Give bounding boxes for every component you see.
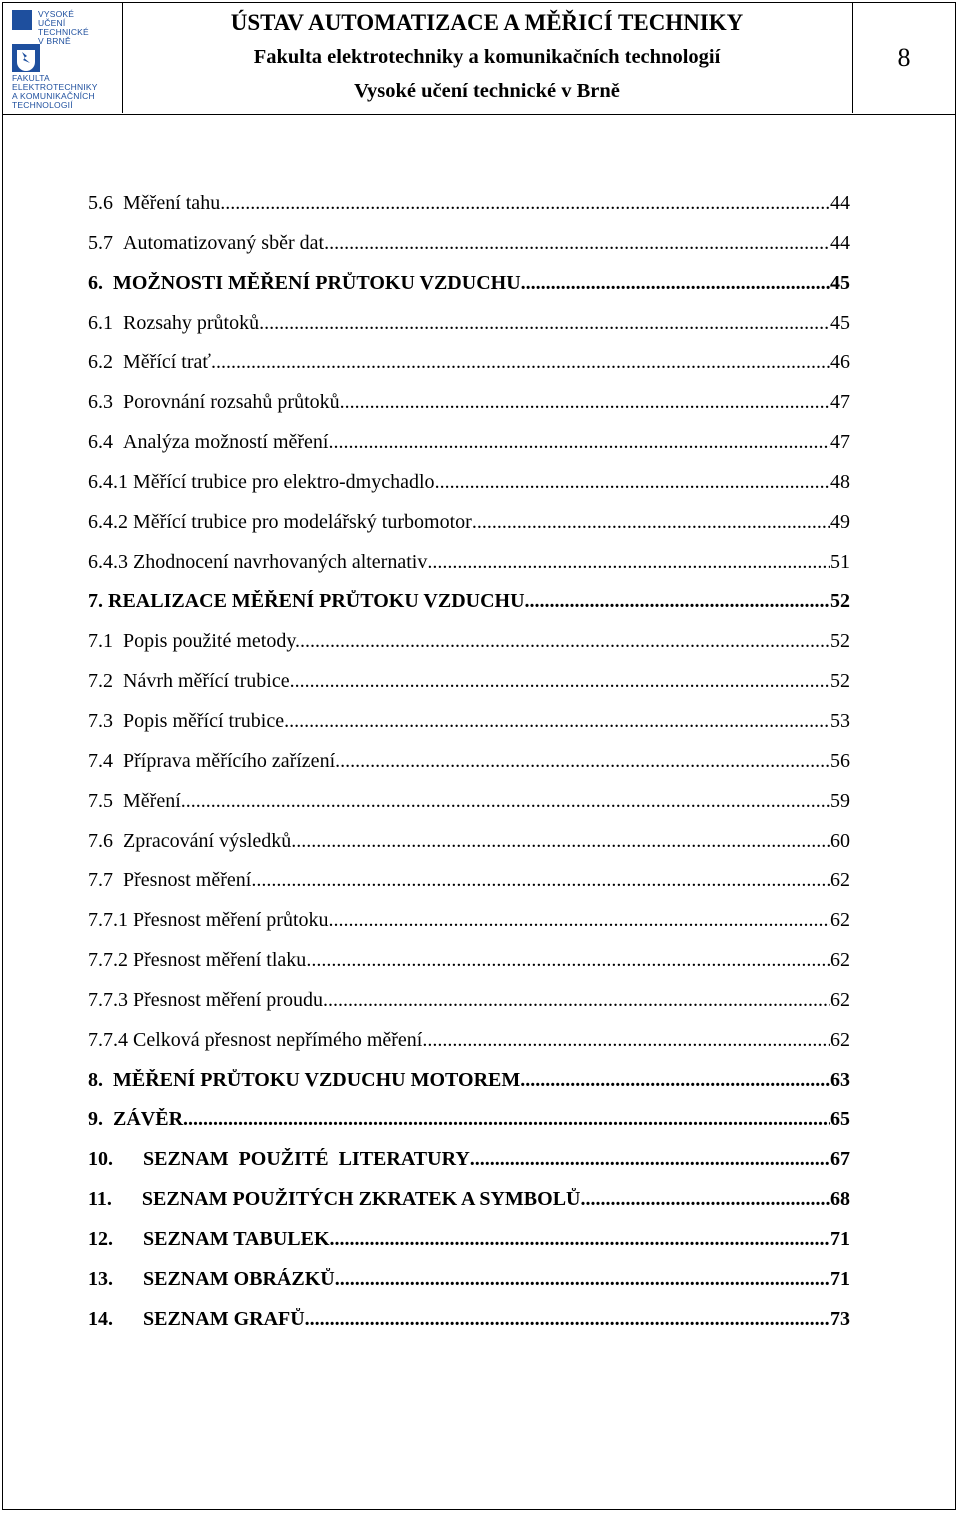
toc-entry[interactable] bbox=[88, 1188, 850, 1228]
toc-entry-number: 6.3 bbox=[88, 391, 113, 414]
toc-entry[interactable] bbox=[88, 1228, 850, 1268]
toc-entry-separator bbox=[113, 391, 123, 414]
toc-entry-leader bbox=[259, 312, 830, 335]
toc-entry-separator bbox=[103, 272, 113, 295]
toc-entry-page: 45 bbox=[830, 271, 850, 294]
toc-entry-title: Měření tahu bbox=[123, 192, 221, 214]
toc-entry-title: Měřící trať bbox=[123, 351, 211, 374]
toc-entry-number: 9. bbox=[88, 1108, 103, 1131]
toc-entry-separator bbox=[113, 830, 123, 853]
toc-entry-page: 48 bbox=[830, 470, 850, 493]
toc-entry-separator bbox=[113, 1148, 143, 1171]
toc-entry-title: Zhodnocení navrhovaných alternativ bbox=[133, 550, 428, 573]
toc-entry[interactable] bbox=[88, 351, 850, 391]
toc-entry[interactable] bbox=[88, 1148, 850, 1188]
toc-entry-separator bbox=[113, 1308, 143, 1331]
toc-entry[interactable] bbox=[88, 312, 850, 352]
toc-entry[interactable] bbox=[88, 192, 850, 232]
toc-entry-separator bbox=[103, 1108, 113, 1131]
faculty-logo bbox=[2, 2, 123, 113]
toc-entry-number: 7.4 bbox=[88, 749, 113, 772]
page-number: 8 bbox=[897, 42, 911, 72]
toc-entry-title: Celková přesnost nepřímého měření bbox=[133, 1028, 423, 1051]
toc-entry[interactable] bbox=[88, 232, 850, 272]
toc-entry-leader bbox=[329, 431, 831, 454]
toc-entry-leader bbox=[251, 869, 830, 892]
toc-entry[interactable] bbox=[88, 590, 850, 630]
toc-entry[interactable] bbox=[88, 949, 850, 989]
toc-entry-leader bbox=[335, 1268, 830, 1291]
toc-entry[interactable] bbox=[88, 989, 850, 1029]
toc-entry-number: 7.5 bbox=[88, 789, 113, 812]
toc-entry-separator bbox=[113, 192, 123, 215]
toc-entry-page: 47 bbox=[830, 431, 850, 454]
toc-entry-title: Příprava měřícího zařízení bbox=[123, 749, 336, 772]
toc-entry-leader bbox=[211, 351, 830, 374]
toc-entry-separator bbox=[113, 790, 123, 813]
toc-entry-number: 7.7.1 bbox=[88, 909, 128, 932]
toc-entry[interactable] bbox=[88, 1268, 850, 1308]
toc-entry-leader bbox=[525, 590, 830, 613]
toc-entry[interactable] bbox=[88, 750, 850, 790]
toc-entry[interactable] bbox=[88, 1308, 850, 1348]
toc-entry-separator bbox=[113, 750, 123, 773]
toc-entry-number: 6. bbox=[88, 271, 103, 294]
toc-entry-number: 7.7 bbox=[88, 869, 113, 892]
toc-entry-leader bbox=[284, 710, 830, 733]
university-name: Vysoké učení technické v Brně bbox=[354, 80, 620, 102]
toc-entry[interactable] bbox=[88, 1069, 850, 1109]
toc-entry-number: 6.2 bbox=[88, 351, 113, 374]
toc-entry[interactable] bbox=[88, 670, 850, 710]
toc-entry-separator bbox=[113, 670, 123, 693]
toc-entry-number: 5.7 bbox=[88, 231, 113, 254]
toc-entry-number: 7.7.4 bbox=[88, 1028, 128, 1051]
toc-entry-leader bbox=[291, 830, 830, 853]
toc-entry-separator bbox=[113, 1228, 143, 1251]
toc-entry-title: Návrh měřící trubice bbox=[123, 670, 290, 693]
toc-entry-title: SEZNAM POUŽITÝCH ZKRATEK A SYMBOLŮ bbox=[141, 1188, 581, 1211]
toc-entry-page: 49 bbox=[830, 510, 850, 533]
toc-entry-leader bbox=[520, 1069, 830, 1092]
toc-entry-title: Popis měřící trubice bbox=[123, 709, 285, 732]
toc-entry-title: Popis použité metody. bbox=[123, 630, 301, 653]
toc-entry-page: 62 bbox=[830, 1028, 850, 1051]
toc-entry-separator bbox=[113, 869, 123, 892]
toc-entry-leader bbox=[470, 1148, 830, 1171]
toc-entry-title: ZÁVĚR bbox=[113, 1108, 184, 1131]
toc-entry-page: 71 bbox=[830, 1267, 850, 1290]
toc-entry-page: 63 bbox=[830, 1068, 850, 1091]
toc-entry-separator bbox=[113, 312, 123, 335]
toc-entry-page: 52 bbox=[830, 590, 850, 613]
toc-entry-separator bbox=[113, 1268, 143, 1291]
toc-entry-leader bbox=[290, 670, 830, 693]
header-title-block bbox=[122, 2, 853, 113]
toc-entry-title: Porovnání rozsahů průtoků bbox=[123, 391, 340, 414]
institute-name: ÚSTAV AUTOMATIZACE A MĚŘICÍ TECHNIKY bbox=[230, 10, 744, 35]
toc-entry-separator bbox=[103, 1069, 113, 1092]
toc-entry-page: 46 bbox=[830, 351, 850, 374]
toc-entry[interactable] bbox=[88, 710, 850, 750]
toc-entry-page: 44 bbox=[830, 231, 850, 254]
logo-bottom-line: FAKULTA bbox=[12, 73, 50, 83]
toc-entry-number: 7.7.2 bbox=[88, 949, 128, 972]
toc-entry-separator bbox=[112, 1188, 142, 1211]
toc-entry-leader bbox=[422, 1029, 830, 1052]
toc-entry-page: 44 bbox=[830, 192, 850, 214]
toc-entry[interactable] bbox=[88, 790, 850, 830]
toc-entry-title: Měřící trubice pro modelářský turbomotor bbox=[133, 510, 472, 533]
toc-entry-leader bbox=[305, 1308, 830, 1331]
toc-entry-title: SEZNAM OBRÁZKŮ bbox=[143, 1267, 335, 1290]
toc-entry-leader bbox=[472, 511, 830, 534]
toc-entry-leader bbox=[181, 790, 830, 813]
toc-entry-title: Rozsahy průtoků bbox=[123, 311, 260, 334]
page-header bbox=[2, 2, 956, 115]
toc-entry-leader bbox=[581, 1188, 831, 1211]
toc-entry-number: 11. bbox=[88, 1188, 112, 1211]
toc-entry-number: 12. bbox=[88, 1227, 113, 1250]
toc-entry-leader bbox=[220, 192, 830, 215]
toc-entry-page: 62 bbox=[830, 909, 850, 932]
toc-entry-page: 62 bbox=[830, 988, 850, 1011]
faculty-name: Fakulta elektrotechniky a komunikačních technologií bbox=[253, 46, 721, 68]
toc-entry-title: MĚŘENÍ PRŮTOKU VZDUCHU MOTOREM bbox=[113, 1068, 521, 1091]
toc-entry-leader bbox=[330, 1228, 830, 1251]
toc-entry[interactable] bbox=[88, 551, 850, 591]
toc-entry-page: 45 bbox=[830, 311, 850, 334]
toc-entry-leader bbox=[335, 750, 830, 773]
toc-entry[interactable] bbox=[88, 272, 850, 312]
toc-entry-number: 7.7.3 bbox=[88, 988, 128, 1011]
toc-entry-page: 59 bbox=[830, 789, 850, 812]
toc-entry[interactable] bbox=[88, 1108, 850, 1148]
toc-entry-number: 7.6 bbox=[88, 829, 113, 852]
toc-entry-number: 7. bbox=[88, 590, 103, 613]
toc-entry-separator bbox=[113, 431, 123, 454]
toc-entry-leader bbox=[427, 551, 830, 574]
toc-entry-title: SEZNAM POUŽITÉ LITERATURY bbox=[143, 1148, 470, 1171]
toc-entry-page: 71 bbox=[830, 1227, 850, 1250]
toc-entry-separator bbox=[113, 630, 123, 653]
toc-entry-page: 51 bbox=[830, 550, 850, 573]
toc-entry-leader bbox=[340, 391, 830, 414]
toc-entry-page: 60 bbox=[830, 829, 850, 852]
toc-entry-title: Přesnost měření tlaku bbox=[133, 949, 307, 972]
toc-entry-leader bbox=[435, 471, 830, 494]
toc-entry[interactable] bbox=[88, 431, 850, 471]
toc-entry-leader bbox=[183, 1108, 830, 1131]
toc-entry[interactable] bbox=[88, 909, 850, 949]
logo-top-line: V BRNĚ bbox=[38, 36, 71, 46]
toc-entry-page: 62 bbox=[830, 869, 850, 892]
toc-entry-page: 52 bbox=[830, 630, 850, 653]
toc-entry-separator bbox=[113, 710, 123, 733]
toc-entry-title: SEZNAM TABULEK bbox=[143, 1227, 330, 1250]
toc-entry-title: Měření bbox=[123, 789, 181, 812]
toc-entry[interactable] bbox=[88, 830, 850, 870]
toc-entry-title: Měřící trubice pro elektro-dmychadlo bbox=[133, 470, 435, 493]
table-of-contents bbox=[88, 192, 850, 1347]
toc-entry-title: MOŽNOSTI MĚŘENÍ PRŮTOKU VZDUCHU bbox=[113, 271, 521, 294]
toc-entry-leader bbox=[306, 949, 830, 972]
toc-entry[interactable] bbox=[88, 630, 850, 670]
toc-entry[interactable] bbox=[88, 869, 850, 909]
toc-entry-number: 13. bbox=[88, 1267, 113, 1290]
toc-entry-title: REALIZACE MĚŘENÍ PRŮTOKU VZDUCHU bbox=[108, 590, 525, 613]
toc-entry-number: 7.1 bbox=[88, 630, 113, 653]
toc-entry-title: Analýza možností měření bbox=[123, 431, 329, 454]
toc-entry-title: SEZNAM GRAFŮ bbox=[143, 1307, 305, 1330]
toc-entry-page: 73 bbox=[830, 1307, 850, 1330]
toc-entry-separator bbox=[113, 351, 123, 374]
toc-entry-number: 5.6 bbox=[88, 192, 113, 214]
toc-entry-leader bbox=[300, 630, 830, 653]
toc-entry-title: Přesnost měření proudu bbox=[133, 988, 323, 1011]
logo-bottom-line: TECHNOLOGIÍ bbox=[12, 100, 73, 110]
toc-entry-leader bbox=[329, 909, 830, 932]
toc-entry-number: 7.3 bbox=[88, 709, 113, 732]
toc-entry[interactable] bbox=[88, 511, 850, 551]
toc-entry-number: 7.2 bbox=[88, 670, 113, 693]
toc-entry-number: 6.1 bbox=[88, 311, 113, 334]
toc-entry-page: 68 bbox=[830, 1188, 850, 1211]
logo-top-line: VYSOKÉ bbox=[38, 9, 75, 19]
toc-entry-title: Automatizovaný sběr dat bbox=[123, 231, 325, 254]
toc-entry-number: 6.4.1 bbox=[88, 470, 128, 493]
toc-entry-number: 6.4 bbox=[88, 431, 113, 454]
toc-entry-leader bbox=[324, 232, 830, 255]
toc-entry-page: 47 bbox=[830, 391, 850, 414]
toc-entry-page: 56 bbox=[830, 749, 850, 772]
toc-entry-page: 52 bbox=[830, 670, 850, 693]
toc-entry-number: 10. bbox=[88, 1148, 113, 1171]
toc-entry-title: Přesnost měření bbox=[123, 869, 252, 892]
toc-entry-leader bbox=[521, 272, 830, 295]
toc-entry-title: Přesnost měření průtoku bbox=[133, 909, 329, 932]
toc-entry[interactable] bbox=[88, 471, 850, 511]
toc-entry-number: 14. bbox=[88, 1307, 113, 1330]
logo-bottom-line: A KOMUNIKAČNÍCH bbox=[12, 91, 95, 101]
logo-top-line: UČENÍ bbox=[38, 18, 66, 28]
toc-entry-page: 62 bbox=[830, 949, 850, 972]
toc-entry[interactable] bbox=[88, 1029, 850, 1069]
toc-entry-separator bbox=[113, 232, 123, 255]
toc-entry-title: Zpracování výsledků bbox=[123, 829, 292, 852]
toc-entry-page: 65 bbox=[830, 1108, 850, 1131]
toc-entry-page: 67 bbox=[830, 1148, 850, 1171]
toc-entry-number: 6.4.2 bbox=[88, 510, 128, 533]
logo-bottom-line: ELEKTROTECHNIKY bbox=[12, 82, 98, 92]
toc-entry-number: 8. bbox=[88, 1068, 103, 1091]
toc-entry-number: 6.4.3 bbox=[88, 550, 128, 573]
logo-top-line: TECHNICKÉ bbox=[38, 27, 89, 37]
toc-entry[interactable] bbox=[88, 391, 850, 431]
toc-entry-page: 53 bbox=[830, 709, 850, 732]
toc-entry-leader bbox=[323, 989, 830, 1012]
